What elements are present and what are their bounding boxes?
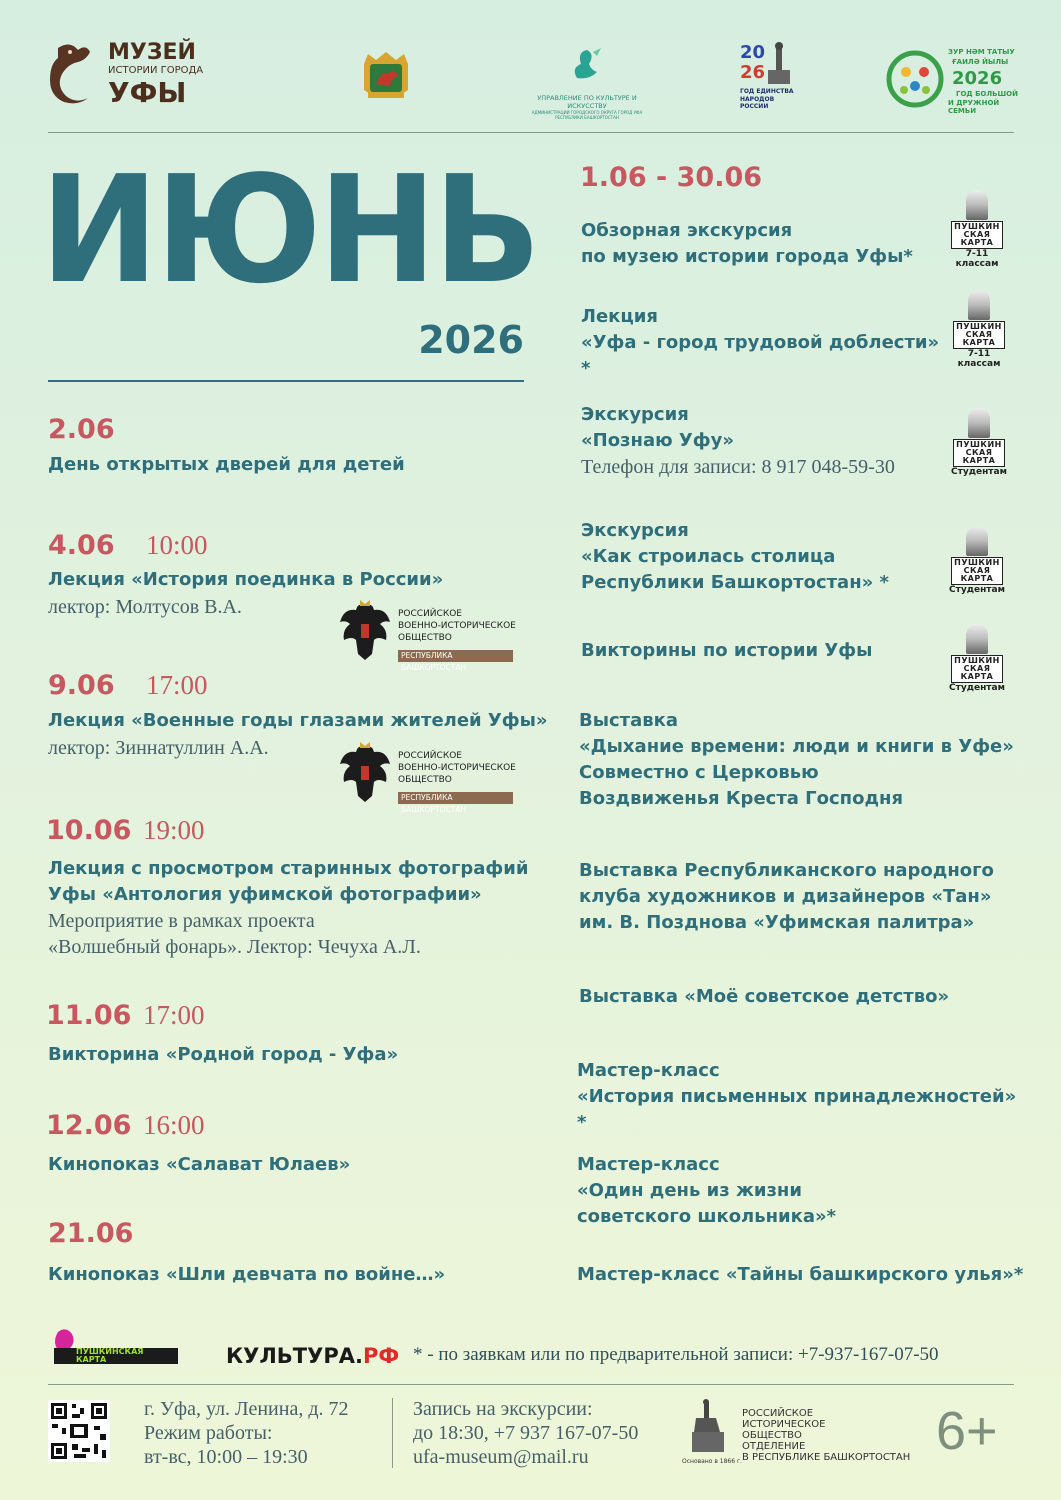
event-note: «Волшебный фонарь». Лектор: Чечуха А.Л. bbox=[48, 936, 421, 958]
right-item bbox=[579, 984, 1019, 1010]
ufa-coat-of-arms-icon bbox=[358, 50, 414, 106]
event-time: 17:00 bbox=[146, 670, 208, 700]
rio-line3: ОБЩЕСТВО bbox=[742, 1430, 802, 1441]
period-range: 1.06 - 30.06 bbox=[580, 162, 763, 193]
month-title: ИЮНЬ bbox=[40, 144, 538, 316]
event-date: 11.06 bbox=[46, 1000, 132, 1031]
family-circle-icon bbox=[886, 50, 944, 108]
museum-logo bbox=[48, 40, 218, 108]
pushkin-card-badge bbox=[948, 290, 1010, 369]
rvio-logo bbox=[336, 742, 516, 814]
event-date: 4.06 bbox=[48, 530, 115, 561]
right-item-line: Мастер-класс «Тайны башкирского улья»* bbox=[577, 1264, 1024, 1285]
rvio-line2: ВОЕННО-ИСТОРИЧЕСКОЕ bbox=[398, 621, 516, 631]
footer-hours: вт-вс, 10:00 – 19:30 bbox=[144, 1446, 308, 1468]
unity-line2: НАРОДОВ РОССИИ bbox=[740, 96, 775, 110]
pushkin-audience: Студентам bbox=[951, 467, 1007, 477]
pushkin-audience: 7-11 классам bbox=[955, 249, 999, 269]
monument-icon bbox=[764, 40, 794, 86]
rvio-text bbox=[398, 608, 516, 644]
rvio-region: РЕСПУБЛИКА БАШКОРТОСТАН bbox=[398, 792, 513, 804]
event-title: Кинопоказ «Шли девчата по войне…» bbox=[48, 1264, 446, 1285]
year-title: 2026 bbox=[418, 318, 524, 362]
double-eagle-icon bbox=[336, 742, 394, 808]
kultura-rf-logo bbox=[226, 1344, 399, 1368]
event-title: Викторина «Родной город - Уфа» bbox=[48, 1044, 399, 1065]
right-item-line: «Дыхание времени: люди и книги в Уфе» bbox=[579, 736, 1014, 757]
right-item-line: Выставка «Моё советское детство» bbox=[579, 986, 950, 1007]
pushkin-card-badge bbox=[946, 190, 1008, 269]
footer-booking-label: Запись на экскурсии: bbox=[413, 1398, 593, 1420]
event-date: 2.06 bbox=[48, 414, 115, 445]
right-item bbox=[581, 402, 951, 480]
kultura-text: КУЛЬТУРА. bbox=[226, 1344, 363, 1368]
right-item bbox=[581, 304, 941, 382]
pushkin-label: ПУШКИН СКАЯ КАРТА bbox=[953, 321, 1005, 349]
rio-line5: В РЕСПУБЛИКЕ БАШКОРТОСТАН bbox=[742, 1452, 911, 1463]
rvio-text bbox=[398, 750, 516, 786]
family-bottom2: И ДРУЖНОЙ СЕМЬИ bbox=[948, 99, 1000, 115]
right-item bbox=[581, 638, 941, 664]
right-item bbox=[579, 708, 1019, 812]
right-item bbox=[577, 1058, 1027, 1136]
family-bottom1: ГОД БОЛЬШОЙ bbox=[956, 90, 1018, 98]
footer-address: г. Уфа, ул. Ленина, д. 72 bbox=[144, 1398, 349, 1420]
pushkin-audience: Студентам bbox=[949, 585, 1005, 595]
right-item bbox=[577, 1262, 1027, 1288]
event-lecturer: лектор: Молтусов В.А. bbox=[48, 596, 242, 618]
footer-hours-label: Режим работы: bbox=[144, 1422, 273, 1444]
pushkin-label: ПУШКИН СКАЯ КАРТА bbox=[951, 221, 1003, 249]
right-item-line: клуба художников и дизайнеров «Тан» bbox=[579, 886, 992, 907]
right-item-line: «Как строилась столица bbox=[581, 546, 836, 567]
pushkin-card-logo bbox=[48, 1328, 180, 1368]
qr-code-icon bbox=[48, 1400, 110, 1462]
footer-vertical-divider bbox=[392, 1398, 393, 1468]
event-title-line2: Уфы «Антология уфимской фотографии» bbox=[48, 884, 482, 905]
rvio-line3: ОБЩЕСТВО bbox=[398, 633, 452, 643]
right-item-line: «Один день из жизни bbox=[577, 1180, 802, 1201]
culture-dept-line2: АДМИНИСТРАЦИИ ГОРОДСКОГО ОКРУГА ГОРОД УФА РЕСПУБЛИКИ БАШКОРТОСТАН bbox=[531, 110, 643, 120]
right-item-line: «История письменных принадлежностей» * bbox=[577, 1086, 1017, 1133]
booking-phone: Телефон для записи: 8 917 048-59-30 bbox=[581, 456, 895, 478]
right-item-line: по музею истории города Уфы* bbox=[581, 246, 913, 267]
pushkin-portrait-icon bbox=[968, 290, 990, 320]
rio-line1: РОССИЙСКОЕ bbox=[742, 1408, 814, 1419]
pushkin-audience: Студентам bbox=[949, 683, 1005, 693]
event-title: Лекция «История поединка в России» bbox=[48, 569, 444, 590]
right-item-line: Экскурсия bbox=[581, 520, 689, 541]
right-item bbox=[581, 518, 941, 596]
event-lecturer: лектор: Зиннатуллин А.А. bbox=[48, 737, 269, 759]
header-divider bbox=[48, 132, 1014, 133]
marten-icon bbox=[48, 40, 106, 106]
right-item-line: Выставка Республиканского народного bbox=[579, 860, 994, 881]
unity-line1: ГОД ЕДИНСТВА bbox=[740, 88, 794, 95]
family-top2: ҒАИЛӘ ЙЫЛЫ bbox=[952, 58, 1009, 66]
right-item bbox=[581, 218, 941, 270]
rio-line4: ОТДЕЛЕНИЕ bbox=[742, 1441, 806, 1452]
footer-email[interactable]: ufa-museum@mail.ru bbox=[413, 1446, 589, 1468]
museum-logo-line1: МУЗЕЙ bbox=[108, 40, 196, 65]
pushkin-card-line2: КАРТА bbox=[76, 1355, 107, 1364]
right-item-line: «Уфа - город трудовой доблести» * bbox=[581, 332, 940, 379]
rvio-line1: РОССИЙСКОЕ bbox=[398, 751, 462, 761]
culture-department-logo bbox=[520, 46, 654, 120]
family-year: 2026 bbox=[952, 68, 1003, 89]
right-item bbox=[579, 858, 1019, 936]
right-item-line: Викторины по истории Уфы bbox=[581, 640, 873, 661]
event-title: Лекция «Военные годы глазами жителей Уфы» bbox=[48, 710, 548, 731]
pushkin-card-badge bbox=[948, 408, 1010, 477]
swan-icon bbox=[567, 46, 607, 82]
pushkin-card-badge bbox=[946, 526, 1008, 595]
pushkin-portrait-icon bbox=[966, 624, 988, 654]
pushkin-portrait-icon bbox=[968, 408, 990, 438]
footer-booking: до 18:30, +7 937 167-07-50 bbox=[413, 1422, 639, 1444]
pushkin-card-badge bbox=[946, 624, 1008, 693]
rio-founded: Основано в 1866 г. bbox=[682, 1458, 743, 1465]
right-item-line: Мастер-класс bbox=[577, 1154, 720, 1175]
title-divider bbox=[48, 380, 524, 382]
event-date: 10.06 bbox=[46, 815, 132, 846]
event-time: 10:00 bbox=[146, 530, 208, 560]
right-item-line: им. В. Позднова «Уфимская палитра» bbox=[579, 912, 975, 933]
right-item-line: «Познаю Уфу» bbox=[581, 430, 734, 451]
pushkin-label: ПУШКИН СКАЯ КАРТА bbox=[953, 439, 1005, 467]
rvio-region: РЕСПУБЛИКА БАШКОРТОСТАН bbox=[398, 650, 513, 662]
pushkin-card-line1: ПУШКИНСКАЯ bbox=[76, 1347, 144, 1356]
right-item bbox=[577, 1152, 1017, 1230]
event-date: 12.06 bbox=[46, 1110, 132, 1141]
right-item-line: Экскурсия bbox=[581, 404, 689, 425]
family-top1: ЗУР НӘМ ТАТЫУ bbox=[948, 48, 1015, 56]
rio-logo bbox=[682, 1398, 912, 1468]
right-item-line: советского школьника»* bbox=[577, 1206, 837, 1227]
unity-year-b: 26 bbox=[740, 62, 766, 83]
event-date: 21.06 bbox=[48, 1218, 134, 1249]
right-item-line: Совместно с Церковью bbox=[579, 762, 819, 783]
rf-text: РФ bbox=[362, 1344, 400, 1368]
rvio-line1: РОССИЙСКОЕ bbox=[398, 609, 462, 619]
event-title: День открытых дверей для детей bbox=[48, 454, 405, 475]
event-date: 9.06 bbox=[48, 670, 115, 701]
right-item-line: Воздвиженья Креста Господня bbox=[579, 788, 904, 809]
pushkin-portrait-icon bbox=[966, 526, 988, 556]
culture-dept-line1: УПРАВЛЕНИЕ ПО КУЛЬТУРЕ И ИСКУССТВУ bbox=[537, 94, 637, 110]
right-item-line: Лекция bbox=[581, 306, 658, 327]
footer-divider bbox=[48, 1384, 1014, 1385]
rvio-line2: ВОЕННО-ИСТОРИЧЕСКОЕ bbox=[398, 763, 516, 773]
double-eagle-icon bbox=[336, 600, 394, 666]
pushkin-label: ПУШКИН СКАЯ КАРТА bbox=[951, 557, 1003, 585]
museum-logo-line2: ИСТОРИИ ГОРОДА bbox=[108, 65, 204, 76]
age-rating: 6+ bbox=[936, 1401, 998, 1461]
rvio-line3: ОБЩЕСТВО bbox=[398, 775, 452, 785]
unity-year-logo bbox=[740, 40, 800, 110]
right-item-line: Выставка bbox=[579, 710, 678, 731]
unity-year-a: 20 bbox=[740, 42, 766, 63]
event-note: Мероприятие в рамках проекта bbox=[48, 910, 315, 932]
rvio-logo bbox=[336, 600, 516, 672]
event-time: 16:00 bbox=[143, 1110, 205, 1140]
family-year-logo bbox=[886, 44, 1018, 115]
right-item-line: Республики Башкортостан» * bbox=[581, 572, 889, 593]
event-time: 17:00 bbox=[143, 1000, 205, 1030]
rio-line2: ИСТОРИЧЕСКОЕ bbox=[742, 1419, 826, 1430]
event-title: Кинопоказ «Салават Юлаев» bbox=[48, 1154, 351, 1175]
event-time: 19:00 bbox=[143, 815, 205, 845]
museum-logo-line3: УФЫ bbox=[108, 76, 187, 109]
event-title: Лекция с просмотром старинных фотографий bbox=[48, 858, 529, 879]
pushkin-audience: 7-11 классам bbox=[957, 349, 1001, 369]
pushkin-portrait-icon bbox=[966, 190, 988, 220]
pushkin-label: ПУШКИН СКАЯ КАРТА bbox=[951, 655, 1003, 683]
footnote: * - по заявкам или по предварительной записи: +7-937-167-07-50 bbox=[413, 1344, 939, 1365]
minin-pozharsky-monument-icon bbox=[686, 1398, 730, 1456]
right-item-line: Обзорная экскурсия bbox=[581, 220, 793, 241]
right-item-line: Мастер-класс bbox=[577, 1060, 720, 1081]
